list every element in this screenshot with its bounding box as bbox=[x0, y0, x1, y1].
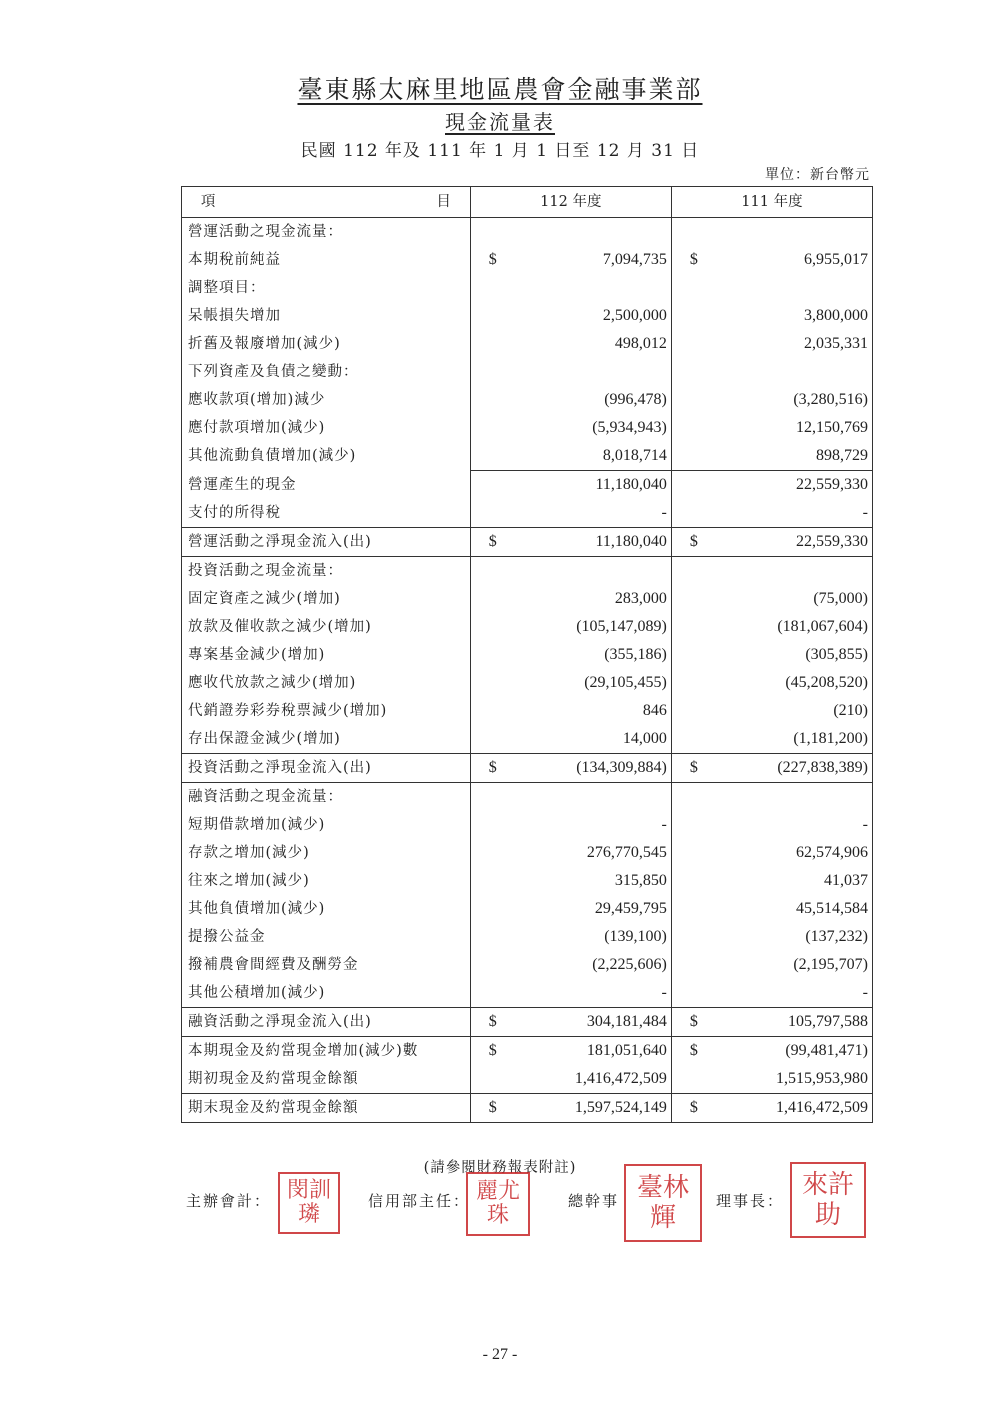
row-label: 融資活動之現金流量： bbox=[182, 783, 471, 812]
amount-value: (210) bbox=[833, 702, 868, 719]
row-label: 往來之增加(減少) bbox=[182, 867, 471, 895]
amount-value: (305,855) bbox=[805, 646, 868, 663]
amount-111 bbox=[671, 1065, 872, 1094]
amount-value: (996,478) bbox=[604, 391, 667, 408]
amount-112 bbox=[470, 895, 671, 923]
cash-flow-body bbox=[182, 218, 873, 1123]
amount-111 bbox=[671, 499, 872, 528]
table-row bbox=[182, 1065, 873, 1094]
table-row bbox=[182, 414, 873, 442]
row-label: 應付款項增加(減少) bbox=[182, 414, 471, 442]
amount-value: (5,934,943) bbox=[592, 419, 667, 436]
amount-112 bbox=[470, 1065, 671, 1094]
amount-112 bbox=[470, 499, 671, 528]
amount-112 bbox=[470, 1037, 671, 1066]
currency-unit: 單位：新台幣元 bbox=[765, 167, 870, 183]
amount-111 bbox=[671, 923, 872, 951]
currency-symbol: $ bbox=[488, 1099, 497, 1116]
table-row bbox=[182, 1037, 873, 1066]
row-label: 存款之增加(減少) bbox=[182, 839, 471, 867]
amount-112 bbox=[470, 669, 671, 697]
report-period: 民國 112 年及 111 年 1 月 1 日至 12 月 31 日 bbox=[300, 141, 700, 161]
table-row bbox=[182, 246, 873, 274]
amount-111 bbox=[671, 1008, 872, 1037]
table-row bbox=[182, 330, 873, 358]
amount-112 bbox=[470, 783, 671, 812]
amount-value: (1,181,200) bbox=[793, 730, 868, 747]
credit-head-seal: 麗尤 珠 bbox=[466, 1172, 530, 1236]
row-label: 固定資產之減少(增加) bbox=[182, 585, 471, 613]
amount-value: 898,729 bbox=[816, 447, 868, 464]
amount-value: 1,597,524,149 bbox=[574, 1099, 667, 1116]
row-label: 折舊及報廢增加(減少) bbox=[182, 330, 471, 358]
amount-112 bbox=[470, 923, 671, 951]
amount-111 bbox=[671, 528, 872, 557]
amount-112 bbox=[470, 867, 671, 895]
currency-symbol: $ bbox=[689, 759, 698, 776]
amount-111 bbox=[671, 641, 872, 669]
amount-112 bbox=[470, 613, 671, 641]
amount-value: 498,012 bbox=[614, 335, 667, 352]
table-row bbox=[182, 895, 873, 923]
amount-value: (105,147,089) bbox=[576, 618, 667, 635]
row-label: 專案基金減少(增加) bbox=[182, 641, 471, 669]
amount-value: 3,800,000 bbox=[804, 307, 868, 324]
row-label: 應收代放款之減少(增加) bbox=[182, 669, 471, 697]
row-label: 其他流動負債增加(減少) bbox=[182, 442, 471, 471]
amount-value: 1,416,472,509 bbox=[776, 1099, 868, 1116]
amount-112 bbox=[470, 839, 671, 867]
currency-symbol: $ bbox=[689, 533, 698, 550]
amount-111 bbox=[671, 1094, 872, 1123]
table-row bbox=[182, 218, 873, 247]
row-label: 存出保證金減少(增加) bbox=[182, 725, 471, 754]
amount-value: - bbox=[661, 504, 667, 521]
amount-111 bbox=[671, 218, 872, 247]
table-row bbox=[182, 783, 873, 812]
currency-symbol: $ bbox=[488, 1042, 497, 1059]
table-row bbox=[182, 867, 873, 895]
table-row bbox=[182, 641, 873, 669]
currency-symbol: $ bbox=[689, 1013, 698, 1030]
table-row bbox=[182, 302, 873, 330]
table-row bbox=[182, 499, 873, 528]
table-row bbox=[182, 979, 873, 1008]
row-label: 投資活動之現金流量： bbox=[182, 557, 471, 586]
row-label: 代銷證券彩券稅票減少(增加) bbox=[182, 697, 471, 725]
amount-112 bbox=[470, 330, 671, 358]
amount-value: (2,195,707) bbox=[793, 956, 868, 973]
row-label: 支付的所得稅 bbox=[182, 499, 471, 528]
row-label: 本期稅前純益 bbox=[182, 246, 471, 274]
row-label: 呆帳損失增加 bbox=[182, 302, 471, 330]
row-label: 短期借款增加(減少) bbox=[182, 811, 471, 839]
row-label: 本期現金及約當現金增加(減少)數 bbox=[182, 1037, 471, 1066]
amount-112 bbox=[470, 557, 671, 586]
item-header-right: 目 bbox=[436, 194, 451, 210]
table-row bbox=[182, 358, 873, 386]
table-row bbox=[182, 811, 873, 839]
table-row bbox=[182, 386, 873, 414]
amount-112 bbox=[470, 471, 671, 500]
amount-111 bbox=[671, 274, 872, 302]
amount-value: 29,459,795 bbox=[594, 900, 667, 917]
currency-symbol: $ bbox=[689, 1099, 698, 1116]
amount-111 bbox=[671, 442, 872, 471]
amount-111 bbox=[671, 246, 872, 274]
amount-111 bbox=[671, 839, 872, 867]
amount-112 bbox=[470, 979, 671, 1008]
amount-value: 41,037 bbox=[824, 872, 868, 889]
amount-111 bbox=[671, 557, 872, 586]
table-row bbox=[182, 471, 873, 500]
amount-111 bbox=[671, 783, 872, 812]
amount-111 bbox=[671, 895, 872, 923]
amount-112 bbox=[470, 1008, 671, 1037]
credit-head-label: 信用部主任： bbox=[368, 1192, 471, 1210]
amount-111 bbox=[671, 302, 872, 330]
amount-value: 2,500,000 bbox=[602, 307, 667, 324]
page-number: - 27 - bbox=[482, 1346, 518, 1363]
amount-value: (75,000) bbox=[813, 590, 868, 607]
table-row bbox=[182, 923, 873, 951]
amount-value: 11,180,040 bbox=[595, 476, 667, 493]
currency-symbol: $ bbox=[488, 251, 497, 268]
currency-symbol: $ bbox=[689, 251, 698, 268]
row-label: 投資活動之淨現金流入(出) bbox=[182, 754, 471, 783]
amount-value: 2,035,331 bbox=[804, 335, 868, 352]
amount-value: 283,000 bbox=[614, 590, 667, 607]
table-row bbox=[182, 613, 873, 641]
currency-symbol: $ bbox=[488, 1013, 497, 1030]
table-row bbox=[182, 697, 873, 725]
amount-value: 7,094,735 bbox=[602, 251, 667, 268]
row-label: 應收款項(增加)減少 bbox=[182, 386, 471, 414]
amount-value: 6,955,017 bbox=[804, 251, 868, 268]
amount-value: (227,838,389) bbox=[777, 759, 868, 776]
amount-111 bbox=[671, 669, 872, 697]
amount-value: 8,018,714 bbox=[602, 447, 667, 464]
year-111-header: 111 年度 bbox=[671, 187, 872, 218]
amount-112 bbox=[470, 951, 671, 979]
chairman-seal: 來許 助 bbox=[790, 1162, 866, 1238]
amount-111 bbox=[671, 867, 872, 895]
amount-112 bbox=[470, 811, 671, 839]
table-row bbox=[182, 725, 873, 754]
table-row bbox=[182, 669, 873, 697]
amount-111 bbox=[671, 386, 872, 414]
table-row bbox=[182, 754, 873, 783]
amount-value: 276,770,545 bbox=[586, 844, 667, 861]
row-label: 營運活動之淨現金流入(出) bbox=[182, 528, 471, 557]
company-title: 臺東縣太麻里地區農會金融事業部 bbox=[297, 75, 703, 104]
table-row bbox=[182, 1008, 873, 1037]
row-label: 其他負債增加(減少) bbox=[182, 895, 471, 923]
amount-value: 315,850 bbox=[614, 872, 667, 889]
item-column-header bbox=[182, 187, 471, 218]
amount-111 bbox=[671, 613, 872, 641]
amount-value: 304,181,484 bbox=[586, 1013, 667, 1030]
amount-value: 62,574,906 bbox=[796, 844, 868, 861]
amount-111 bbox=[671, 414, 872, 442]
amount-112 bbox=[470, 697, 671, 725]
row-label: 營運活動之現金流量： bbox=[182, 218, 471, 247]
amount-value: - bbox=[862, 816, 868, 833]
row-label: 期初現金及約當現金餘額 bbox=[182, 1065, 471, 1094]
amount-111 bbox=[671, 330, 872, 358]
amount-value: 181,051,640 bbox=[586, 1042, 667, 1059]
amount-value: 22,559,330 bbox=[796, 476, 868, 493]
amount-112 bbox=[470, 302, 671, 330]
amount-value: 11,180,040 bbox=[595, 533, 667, 550]
row-label: 提撥公益金 bbox=[182, 923, 471, 951]
general-manager-seal: 臺林 輝 bbox=[624, 1164, 702, 1242]
amount-value: 22,559,330 bbox=[796, 533, 868, 550]
statement-title: 現金流量表 bbox=[445, 110, 555, 134]
amount-112 bbox=[470, 1094, 671, 1123]
year-112-header: 112 年度 bbox=[470, 187, 671, 218]
amount-value: (355,186) bbox=[604, 646, 667, 663]
amount-112 bbox=[470, 274, 671, 302]
amount-112 bbox=[470, 442, 671, 471]
amount-value: (45,208,520) bbox=[785, 674, 868, 691]
currency-symbol: $ bbox=[488, 759, 497, 776]
amount-value: 12,150,769 bbox=[796, 419, 868, 436]
accountant-seal: 閔訓 璘 bbox=[278, 1172, 340, 1234]
amount-112 bbox=[470, 358, 671, 386]
table-row bbox=[182, 528, 873, 557]
row-label: 融資活動之淨現金流入(出) bbox=[182, 1008, 471, 1037]
row-label: 調整項目： bbox=[182, 274, 471, 302]
amount-value: - bbox=[661, 816, 667, 833]
table-row bbox=[182, 442, 873, 471]
accountant-label: 主辦會計： bbox=[186, 1192, 272, 1210]
amount-112 bbox=[470, 725, 671, 754]
amount-111 bbox=[671, 585, 872, 613]
row-label: 營運產生的現金 bbox=[182, 471, 471, 500]
amount-112 bbox=[470, 641, 671, 669]
amount-value: (29,105,455) bbox=[584, 674, 667, 691]
amount-value: 45,514,584 bbox=[796, 900, 868, 917]
amount-111 bbox=[671, 951, 872, 979]
table-header-row bbox=[182, 187, 873, 218]
amount-value: 105,797,588 bbox=[788, 1013, 868, 1030]
amount-value: (137,232) bbox=[805, 928, 868, 945]
general-manager-label: 總幹事 bbox=[568, 1192, 620, 1210]
amount-value: 846 bbox=[642, 702, 667, 719]
amount-111 bbox=[671, 471, 872, 500]
amount-value: (134,309,884) bbox=[576, 759, 667, 776]
currency-symbol: $ bbox=[488, 533, 497, 550]
item-header-left: 項 bbox=[200, 194, 216, 210]
amount-111 bbox=[671, 979, 872, 1008]
amount-111 bbox=[671, 754, 872, 783]
amount-value: 1,515,953,980 bbox=[776, 1070, 868, 1087]
table-row bbox=[182, 839, 873, 867]
amount-value: (2,225,606) bbox=[592, 956, 667, 973]
row-label: 撥補農會間經費及酬勞金 bbox=[182, 951, 471, 979]
row-label: 放款及催收款之減少(增加) bbox=[182, 613, 471, 641]
amount-112 bbox=[470, 585, 671, 613]
amount-111 bbox=[671, 1037, 872, 1066]
table-row bbox=[182, 274, 873, 302]
amount-value: 14,000 bbox=[622, 730, 667, 747]
row-label: 期末現金及約當現金餘額 bbox=[182, 1094, 471, 1123]
amount-value: - bbox=[862, 984, 868, 1001]
table-row bbox=[182, 557, 873, 586]
amount-value: - bbox=[661, 984, 667, 1001]
amount-value: (99,481,471) bbox=[785, 1042, 868, 1059]
amount-111 bbox=[671, 358, 872, 386]
table-row bbox=[182, 585, 873, 613]
row-label: 下列資產及負債之變動： bbox=[182, 358, 471, 386]
cash-flow-table bbox=[181, 186, 873, 1123]
amount-value: (181,067,604) bbox=[777, 618, 868, 635]
currency-symbol: $ bbox=[689, 1042, 698, 1059]
amount-value: (139,100) bbox=[604, 928, 667, 945]
amount-112 bbox=[470, 528, 671, 557]
amount-value: - bbox=[862, 504, 868, 521]
amount-112 bbox=[470, 246, 671, 274]
amount-111 bbox=[671, 811, 872, 839]
amount-value: (3,280,516) bbox=[793, 391, 868, 408]
table-row bbox=[182, 1094, 873, 1123]
amount-111 bbox=[671, 725, 872, 754]
table-row bbox=[182, 951, 873, 979]
amount-112 bbox=[470, 386, 671, 414]
notes-reference: (請參閱財務報表附註) bbox=[423, 1160, 577, 1176]
amount-value: 1,416,472,509 bbox=[574, 1070, 667, 1087]
amount-111 bbox=[671, 697, 872, 725]
chairman-label: 理事長： bbox=[716, 1192, 785, 1210]
amount-112 bbox=[470, 414, 671, 442]
amount-112 bbox=[470, 754, 671, 783]
amount-112 bbox=[470, 218, 671, 247]
row-label: 其他公積增加(減少) bbox=[182, 979, 471, 1008]
